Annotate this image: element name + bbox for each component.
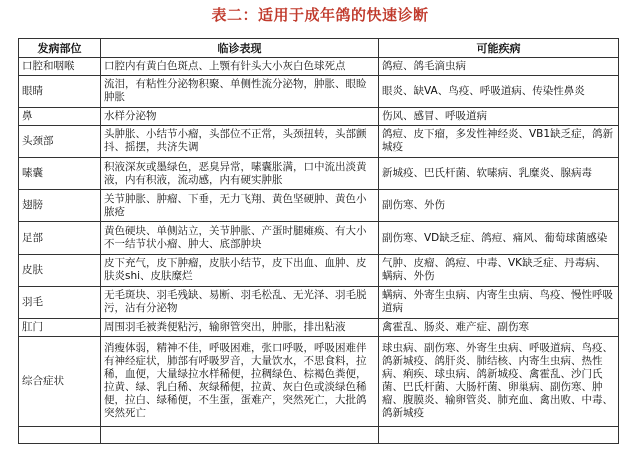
table-row [19, 158, 619, 190]
cell-diseases: 副伤寒、VD缺乏症、鸽痘、痛风、葡萄球菌感染 [379, 222, 619, 254]
cell-symptoms: 头肿胀、小结节小瘤，头部位不正常，头颈扭转，头部颤抖、摇摆，共济失调 [101, 125, 379, 157]
cell-diseases: 鸽痘、皮下瘤，多发性神经炎、VB1缺乏症，鸽新城疫 [379, 125, 619, 157]
cell-diseases: 球虫病、副伤寒、外寄生虫病、呼吸道病、鸟疫、鸽新城疫、鸽肝炎、肺结核、内寄生虫病、热性病、痢疾、球虫病、鸽新城疫、禽霍乱、沙门氏菌、巴氏杆菌、大肠杆菌、卵巢病、副伤寒、肿瘤、腹膜炎、输卵管炎、肺充血、禽出败、中毒、鸽新城疫 [379, 336, 619, 426]
table-row [19, 222, 619, 254]
cell-site: 皮肤 [19, 254, 101, 286]
cell-site: 鼻 [19, 108, 101, 126]
cell-site: 足部 [19, 222, 101, 254]
table-row [19, 75, 619, 107]
cell-symptoms: 关节肿胀、肿瘤、下垂，无力飞翔、黄色坚硬肿、黄色小脓疮 [101, 190, 379, 222]
cell-symptoms: 无毛斑块、羽毛残缺、易断、羽毛松乱、无光泽、羽毛脱污，沾有分泌物 [101, 286, 379, 318]
table-row-empty [19, 427, 619, 444]
cell-site: 综合症状 [19, 336, 101, 426]
cell-site: 眼睛 [19, 75, 101, 107]
header-symptoms: 临诊表现 [101, 39, 379, 58]
table-row [19, 336, 619, 426]
table-row [19, 319, 619, 337]
cell-diseases: 副伤寒、外伤 [379, 190, 619, 222]
table-row [19, 190, 619, 222]
table-header-row [19, 39, 619, 58]
cell-symptoms: 口腔内有黄白色斑点、上颚有针头大小灰白色球死点 [101, 58, 379, 76]
cell-symptoms: 黄色硬块、单侧站立，关节肿胀、产蛋时腿瘫痪、有大小不一结节状小瘤、肿大、底部肿块 [101, 222, 379, 254]
cell-symptoms: 周围羽毛被粪便粘污，输卵管突出，肿胀，排出粘液 [101, 319, 379, 337]
table-row [19, 58, 619, 76]
cell-symptoms: 水样分泌物 [101, 108, 379, 126]
cell-symptoms: 积液深灰或墨绿色，恶臭异常，嗉囊胀满，口中流出淡黄液，内有积液，流动感，内有硬实肿胀 [101, 158, 379, 190]
table-row [19, 108, 619, 126]
table-row [19, 286, 619, 318]
table-row [19, 254, 619, 286]
cell-site: 嗉囊 [19, 158, 101, 190]
cell-diseases [379, 427, 619, 444]
diagnosis-table-container [18, 38, 618, 444]
cell-symptoms: 皮下充气，皮下肿瘤，皮肤小结节，皮下出血、血肿、皮肤炎shi、皮肤糜烂 [101, 254, 379, 286]
cell-diseases: 伤风、感冒、呼吸道病 [379, 108, 619, 126]
cell-site: 翅膀 [19, 190, 101, 222]
cell-site: 口腔和咽喉 [19, 58, 101, 76]
cell-symptoms: 消瘦体弱，精神不佳，呼吸困难，张口呼吸，呼吸困难伴有神经症状，肺部有呼吸罗音，大量饮水，不思食料，拉稀，血便，大量绿拉水样稀便，拉稠绿色、棕褐色粪便，拉黄、绿、乳白稀、灰绿稀便，拉黄、灰白色或淡绿色稀便，拉白、绿稀便，不生蛋，蛋难产，突然死亡，大批鸽突然死亡 [101, 336, 379, 426]
cell-diseases: 气肿、皮瘤、鸽痘、中毒、VK缺乏症、丹毒病、螨病、外伤 [379, 254, 619, 286]
cell-symptoms: 流泪，有粘性分泌物积聚、单侧性流分泌物，肿胀、眼睑肿胀 [101, 75, 379, 107]
cell-site: 头颈部 [19, 125, 101, 157]
table-row [19, 125, 619, 157]
header-diseases: 可能疾病 [379, 39, 619, 58]
cell-diseases: 禽霍乱、肠炎、难产症、副伤寒 [379, 319, 619, 337]
cell-site [19, 427, 101, 444]
cell-site: 羽毛 [19, 286, 101, 318]
diagnosis-table [18, 38, 619, 444]
cell-diseases: 新城疫、巴氏杆菌、软嗉病、乳糜炎、腺病毒 [379, 158, 619, 190]
cell-symptoms [101, 427, 379, 444]
header-site: 发病部位 [19, 39, 101, 58]
cell-site: 肛门 [19, 319, 101, 337]
page-title: 表二：适用于成年鸽的快速诊断 [211, 6, 429, 24]
cell-diseases: 鸽痘、鸽毛滴虫病 [379, 58, 619, 76]
cell-diseases: 眼炎、缺VA、鸟疫、呼吸道病、传染性鼻炎 [379, 75, 619, 107]
cell-diseases: 螨病、外寄生虫病、内寄生虫病、鸟疫、慢性呼吸道病 [379, 286, 619, 318]
